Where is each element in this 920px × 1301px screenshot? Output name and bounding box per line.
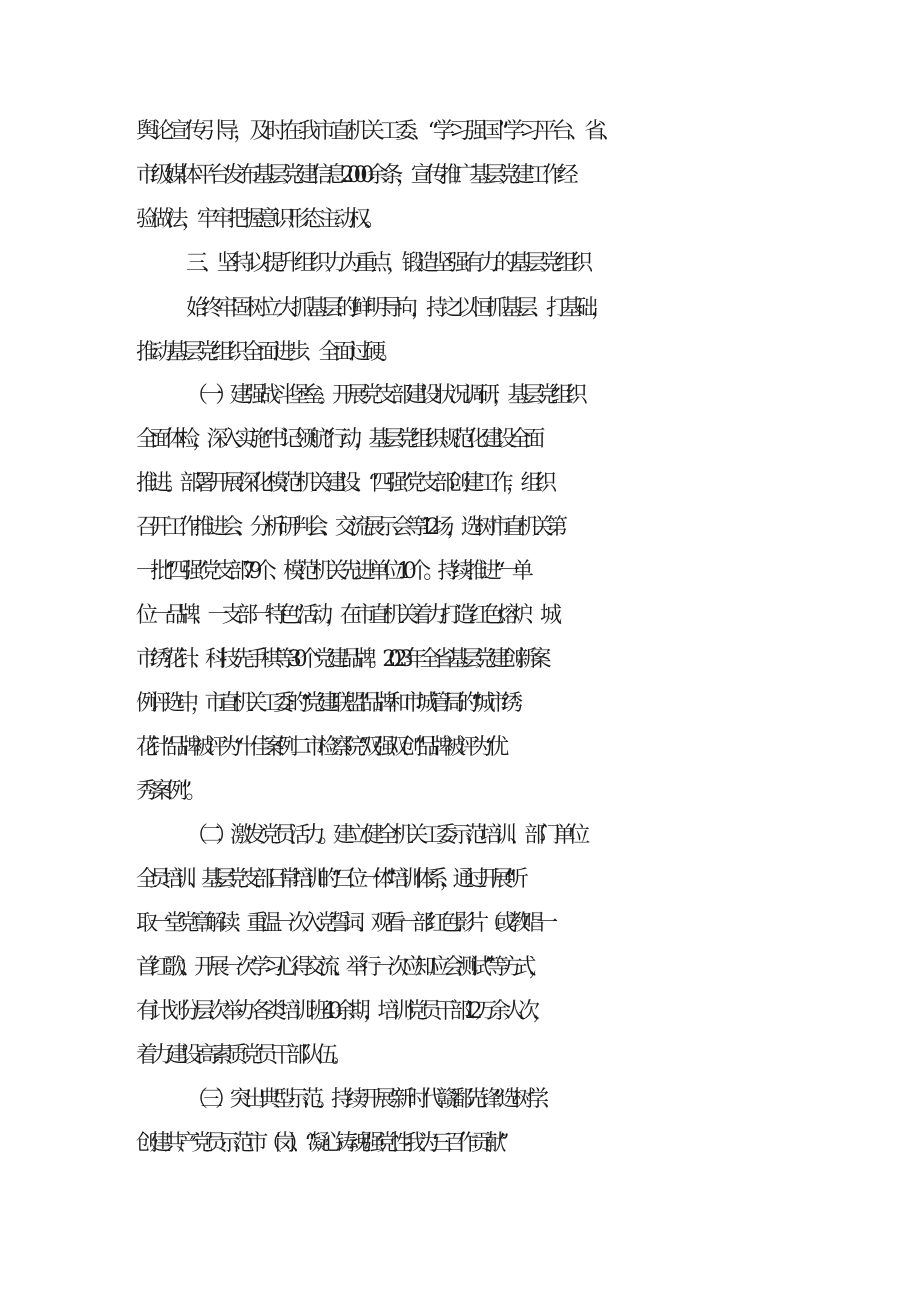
text-line: 推进。部署开展深化模范机关建设、“四强”党支部创建工作，组织 <box>136 471 550 496</box>
subsection-line: （一）建强战斗堡垒。开展党支部建设状况调研，基层党组织 <box>186 383 581 408</box>
text-line: 首红歌）、开展一次学习心得交流、举行一次应知应会测试”等方式， <box>136 955 543 980</box>
text-line: 花针”品牌被评为“十佳案例二市检察院“双强双创”品牌被评为“优 <box>136 735 501 760</box>
section-heading: 三、坚持以提升组织力为重点，锻造坚强有力的基层党组织 <box>186 251 587 276</box>
subsection-line: （二）激发党员活力。建立健全机关工委示范培训、部门单位 <box>186 823 583 848</box>
text-line: 推动基层党组织全面进步、全面过硬。 <box>136 340 395 365</box>
text-line: 有计划分层次举办各类培训班40余期，培训党员干部1.2万余人次， <box>136 999 547 1024</box>
text-line: 舆论宣传引导，及时在我市直机关工委、“学习强国”学习平台、省、 <box>136 119 617 144</box>
text-line: 市绣花针、科技先手棋等30个党建品牌。2023年全省基层党建创新案 <box>136 647 544 672</box>
text-line: 始终牢固树立大抓基层的鲜明导向，持之以恒抓基层、打基础， <box>186 296 607 321</box>
subsection-line: （三）突出典型示范。持续开展“新时代赣鄱先锋”选树学、 <box>186 1087 556 1112</box>
text-line: 秀案例”。 <box>136 779 201 804</box>
text-line: 例评选中，市直机关工委的“党建联盟”品牌和市城管局的“城市绣 <box>136 691 515 716</box>
text-line: 创建共产党员示范市（岗）、“凝心铸魂强党性我为‘三百’作贡献” <box>136 1131 502 1156</box>
text-line: 一批“四强”党支部79个、模范机关先进单位10个。持续推进“一单 <box>136 559 527 584</box>
text-line: 全员培训、基层党支部日常培训的“三位一体”培训体系，通过开展“听 <box>136 867 520 892</box>
text-line: 市级媒体平台发布基层党建信息2000余条，宣传推广基层党建工作经 <box>136 163 572 188</box>
text-line: 着力建设高素质党员干部队伍。 <box>136 1043 347 1068</box>
text-line: 位一品牌、一支部一特色”活动，在市直机关着力打造红色熔炉、城 <box>136 603 555 628</box>
text-line: 验做法，牢牢把握意识形态主动权。 <box>136 207 380 232</box>
text-line: 召开工作推进会、分析研判会、交流展示会等12场，选树市直机关第 <box>136 515 561 540</box>
text-line: 取一堂党章解读、重温一次入党誓词、观看一部红色影片（或教唱一 <box>136 911 551 936</box>
text-line: 全面体检，深入实施“书记领航”行动，基层党组织规范化建设全面 <box>136 427 538 452</box>
